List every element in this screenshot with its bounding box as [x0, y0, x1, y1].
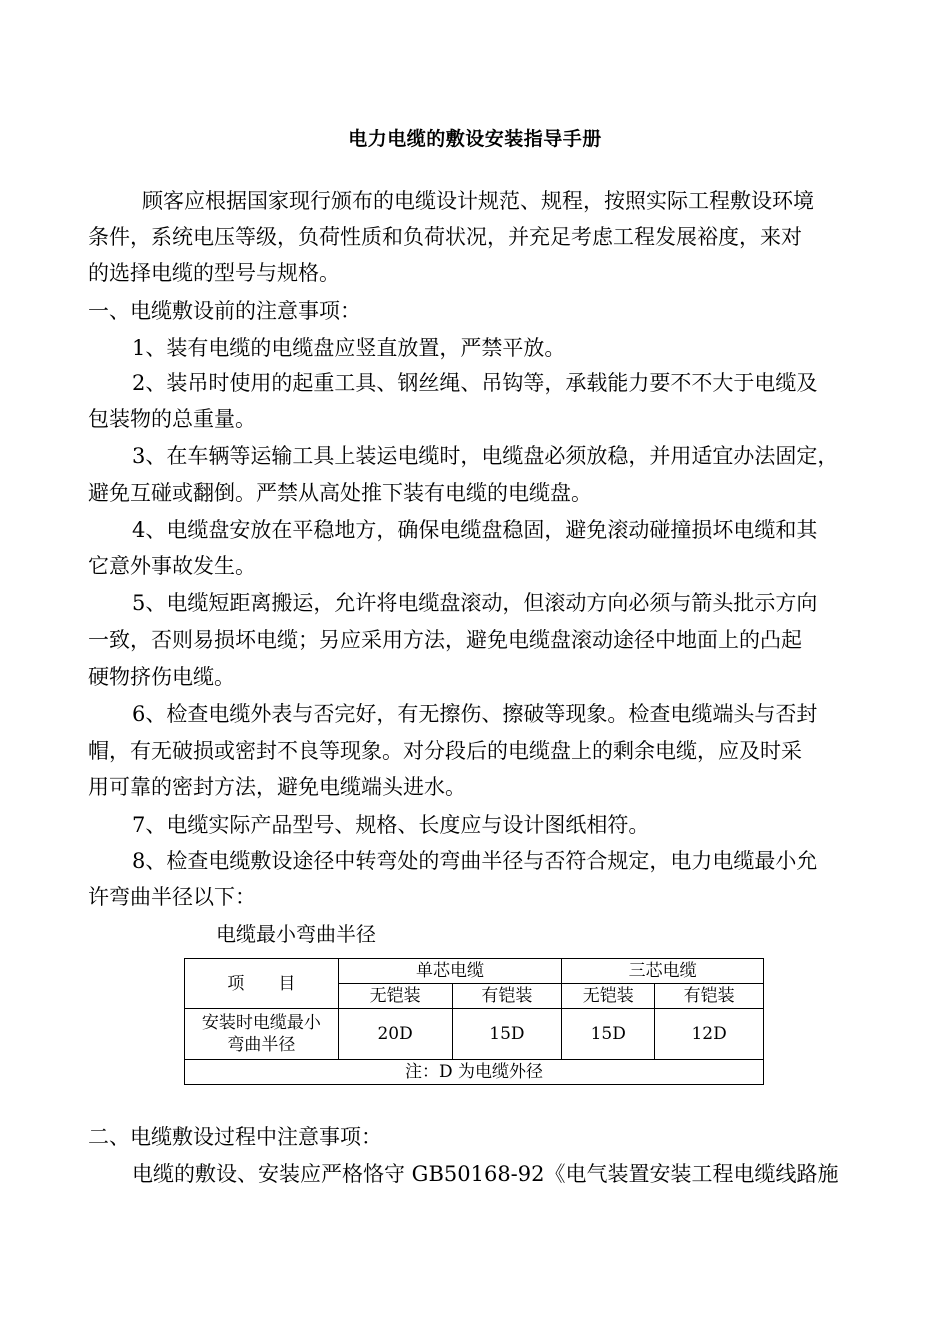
table-caption: 电缆最小弯曲半径	[216, 922, 376, 946]
intro-line: 顾客应根据国家现行颁布的电缆设计规范、规程，按照实际工程敷设环境	[142, 189, 814, 213]
table-row	[185, 1009, 764, 1060]
list-item: 8、检查电缆敷设途径中转弯处的弯曲半径与否符合规定，电力电缆最小允	[132, 849, 818, 873]
list-item-continued: 避免互碰或翻倒。严禁从高处推下装有电缆的电缆盘。	[88, 481, 592, 505]
three-core-header: 三芯电缆	[562, 959, 764, 984]
value-cell: 15D	[562, 1009, 655, 1060]
paragraph-line: 电缆的敷设、安装应严格恪守 GB50168-92《电气装置安装工程电缆线路施	[132, 1162, 839, 1186]
row-label-line: 安装时电缆最小	[201, 1013, 321, 1033]
value-cell: 20D	[338, 1009, 452, 1060]
single-core-header: 单芯电缆	[338, 959, 562, 984]
list-item-continued: 用可靠的密封方法，避免电缆端头进水。	[88, 775, 466, 799]
document-title: 电力电缆的敷设安装指导手册	[348, 128, 602, 150]
item-header-cell: 项 目	[185, 959, 339, 1009]
sub-header-cell: 无铠装	[338, 984, 452, 1009]
sub-header-cell: 有铠装	[655, 984, 764, 1009]
list-item-continued: 包装物的总重量。	[88, 407, 256, 431]
bend-radius-table	[184, 958, 764, 1085]
list-item: 3、在车辆等运输工具上装运电缆时，电缆盘必须放稳，并用适宜办法固定，	[132, 444, 839, 468]
section-heading: 二、电缆敷设过程中注意事项：	[88, 1125, 382, 1149]
list-item-continued: 一致，否则易损坏电缆；另应采用方法，避免电缆盘滚动途径中地面上的凸起	[88, 628, 802, 652]
list-item: 7、电缆实际产品型号、规格、长度应与设计图纸相符。	[132, 813, 650, 837]
list-item-continued: 硬物挤伤电缆。	[88, 665, 235, 689]
list-item: 2、装吊时使用的起重工具、钢丝绳、吊钩等，承载能力要不不大于电缆及	[132, 371, 818, 395]
table-row	[185, 1060, 764, 1085]
sub-header-cell: 有铠装	[452, 984, 562, 1009]
section-heading: 一、电缆敷设前的注意事项：	[88, 299, 361, 323]
list-item-continued: 帽，有无破损或密封不良等现象。对分段后的电缆盘上的剩余电缆，应及时采	[88, 739, 802, 763]
row-label-line: 弯曲半径	[227, 1035, 296, 1055]
sub-header-cell: 无铠装	[562, 984, 655, 1009]
list-item: 1、装有电缆的电缆盘应竖直放置，严禁平放。	[132, 336, 566, 360]
list-item: 5、电缆短距离搬运，允许将电缆盘滚动，但滚动方向必须与箭头批示方向	[132, 591, 818, 615]
list-item: 6、检查电缆外表与否完好，有无擦伤、擦破等现象。检查电缆端头与否封	[132, 702, 818, 726]
list-item: 4、电缆盘安放在平稳地方，确保电缆盘稳固，避免滚动碰撞损坏电缆和其	[132, 518, 818, 542]
value-cell: 12D	[655, 1009, 764, 1060]
list-item-continued: 它意外事故发生。	[88, 554, 256, 578]
intro-line: 条件，系统电压等级，负荷性质和负荷状况，并充足考虑工程发展裕度，来对	[88, 225, 802, 249]
intro-line: 的选择电缆的型号与规格。	[88, 261, 340, 285]
row-label-cell	[185, 1009, 339, 1060]
table-row	[185, 959, 764, 984]
list-item-continued: 许弯曲半径以下：	[88, 885, 256, 909]
value-cell: 15D	[452, 1009, 562, 1060]
table-note: 注：D 为电缆外径	[185, 1060, 764, 1085]
